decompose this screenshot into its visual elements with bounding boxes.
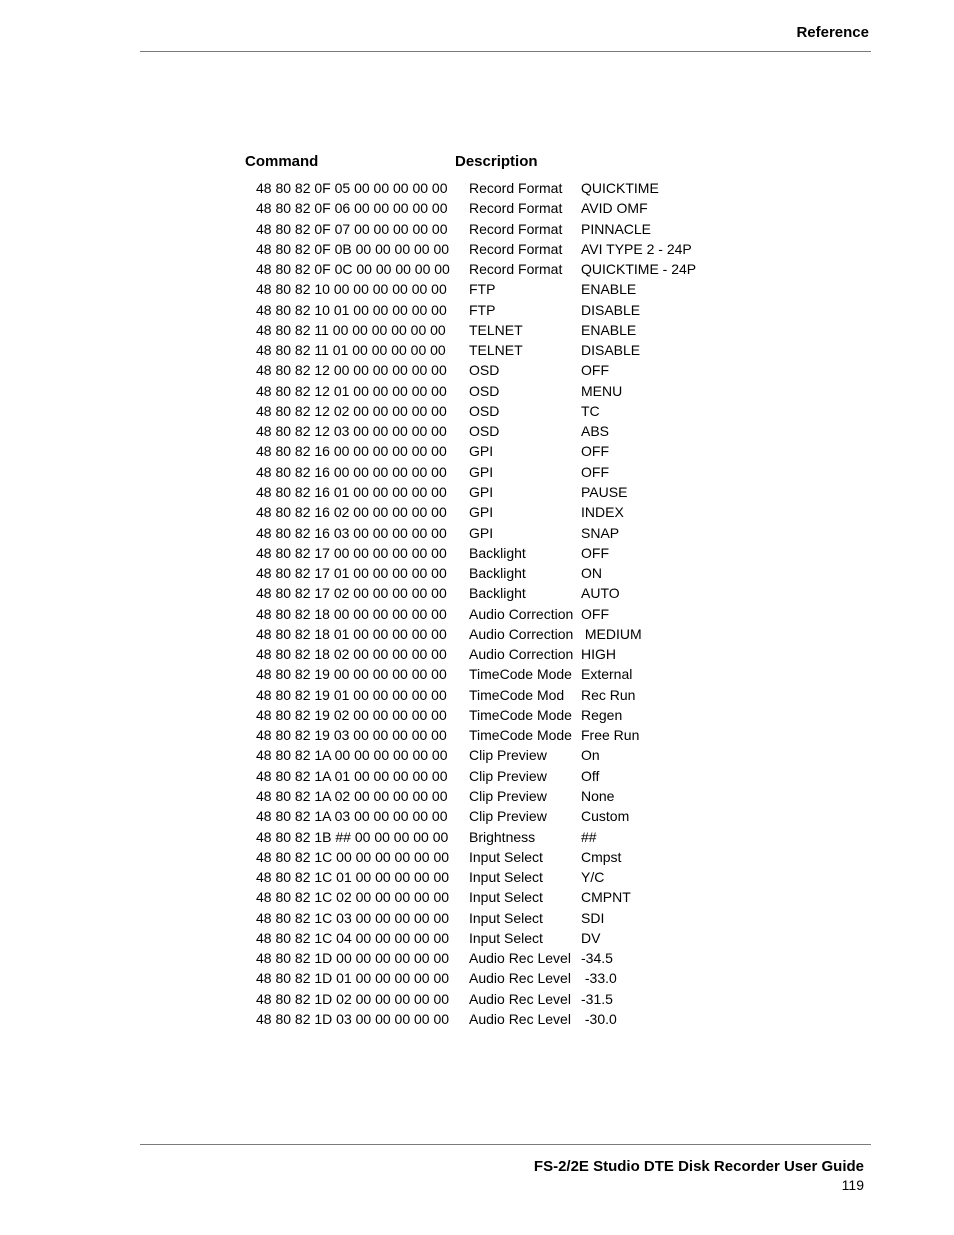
value-cell: MENU (581, 382, 623, 399)
value-cell: Rec Run (581, 686, 636, 703)
value-cell: OFF (581, 544, 609, 561)
value-cell: AVI TYPE 2 - 24P (581, 240, 692, 257)
description-cell: Audio Rec Level (469, 990, 571, 1007)
value-cell: None (581, 787, 615, 804)
value-cell: MEDIUM (581, 625, 642, 642)
value-cell: ## (581, 828, 597, 845)
value-cell: QUICKTIME - 24P (581, 261, 697, 278)
value-cell: AUTO (581, 585, 620, 602)
command-cell: 48 80 82 12 00 00 00 00 00 00 (256, 362, 447, 379)
description-cell: Record Format (469, 240, 563, 257)
description-cell: OSD (469, 382, 500, 399)
command-cell: 48 80 82 16 01 00 00 00 00 00 (256, 483, 447, 500)
description-cell: Audio Rec Level (469, 950, 571, 967)
description-cell: Audio Rec Level (469, 970, 571, 987)
description-cell: Backlight (469, 585, 526, 602)
document-title: FS-2/2E Studio DTE Disk Recorder User Guide (533, 1158, 864, 1175)
description-cell: Clip Preview (469, 747, 547, 764)
description-cell: TimeCode Mode (469, 727, 572, 744)
command-cell: 48 80 82 1D 02 00 00 00 00 00 (256, 990, 450, 1007)
description-cell: TimeCode Mod (469, 686, 565, 703)
command-cell: 48 80 82 12 01 00 00 00 00 00 (256, 382, 447, 399)
command-cell: 48 80 82 10 00 00 00 00 00 00 (256, 281, 447, 298)
command-cell: 48 80 82 0F 0C 00 00 00 00 00 (256, 261, 450, 278)
command-cell: 48 80 82 19 02 00 00 00 00 00 (256, 706, 447, 723)
value-cell: PAUSE (581, 483, 628, 500)
value-cell: On (581, 747, 600, 764)
command-cell: 48 80 82 1C 03 00 00 00 00 00 (256, 909, 450, 926)
value-cell: -34.5 (581, 950, 613, 967)
description-cell: OSD (469, 423, 500, 440)
command-cell: 48 80 82 1C 02 00 00 00 00 00 (256, 889, 450, 906)
description-cell: Backlight (469, 565, 526, 582)
description-cell: GPI (469, 483, 494, 500)
value-cell: Y/C (581, 869, 605, 886)
description-cell: GPI (469, 524, 494, 541)
command-cell: 48 80 82 16 03 00 00 00 00 00 (256, 524, 447, 541)
value-cell: ENABLE (581, 281, 637, 298)
section-title: Reference (796, 24, 869, 41)
value-cell: ENABLE (581, 321, 637, 338)
description-cell: Audio Correction (469, 625, 574, 642)
description-cell: Input Select (469, 929, 543, 946)
value-cell: OFF (581, 605, 609, 622)
value-cell: Custom (581, 808, 630, 825)
description-cell: GPI (469, 504, 494, 521)
command-cell: 48 80 82 1C 04 00 00 00 00 00 (256, 929, 450, 946)
value-cell: CMPNT (581, 889, 631, 906)
description-cell: OSD (469, 362, 500, 379)
header-divider (140, 51, 871, 52)
description-cell: Record Format (469, 220, 563, 237)
command-cell: 48 80 82 11 00 00 00 00 00 00 (256, 321, 446, 338)
command-cell: 48 80 82 0F 07 00 00 00 00 00 (256, 220, 448, 237)
description-column-header: Description (455, 153, 538, 170)
value-cell: OFF (581, 443, 609, 460)
description-cell: GPI (469, 443, 494, 460)
command-cell: 48 80 82 19 01 00 00 00 00 00 (256, 686, 447, 703)
command-cell: 48 80 82 1D 00 00 00 00 00 00 (256, 950, 450, 967)
value-cell: DV (581, 929, 601, 946)
command-cell: 48 80 82 17 02 00 00 00 00 00 (256, 585, 447, 602)
command-cell: 48 80 82 1D 01 00 00 00 00 00 (256, 970, 450, 987)
value-cell: TC (581, 402, 600, 419)
description-cell: TimeCode Mode (469, 666, 572, 683)
command-cell: 48 80 82 17 01 00 00 00 00 00 (256, 565, 447, 582)
page-number: 119 (841, 1177, 864, 1193)
value-cell: ON (581, 565, 602, 582)
description-cell: Input Select (469, 909, 543, 926)
command-cell: 48 80 82 18 02 00 00 00 00 00 (256, 646, 447, 663)
command-cell: 48 80 82 11 01 00 00 00 00 00 (256, 342, 446, 359)
command-cell: 48 80 82 0F 0B 00 00 00 00 00 (256, 240, 450, 257)
value-cell: DISABLE (581, 342, 641, 359)
description-cell: FTP (469, 281, 496, 298)
value-cell: PINNACLE (581, 220, 652, 237)
command-cell: 48 80 82 1A 03 00 00 00 00 00 (256, 808, 448, 825)
description-cell: Clip Preview (469, 787, 547, 804)
description-cell: FTP (469, 301, 496, 318)
description-cell: Input Select (469, 869, 543, 886)
value-cell: OFF (581, 362, 609, 379)
footer-divider (140, 1144, 871, 1145)
value-cell: Regen (581, 706, 623, 723)
command-cell: 48 80 82 16 00 00 00 00 00 00 (256, 463, 447, 480)
value-cell: Cmpst (581, 848, 622, 865)
command-cell: 48 80 82 16 00 00 00 00 00 00 (256, 443, 447, 460)
description-cell: TimeCode Mode (469, 706, 572, 723)
command-cell: 48 80 82 18 01 00 00 00 00 00 (256, 625, 447, 642)
command-cell: 48 80 82 1A 02 00 00 00 00 00 (256, 787, 448, 804)
description-cell: Record Format (469, 180, 563, 196)
command-cell: 48 80 82 1B ## 00 00 00 00 00 (256, 828, 449, 845)
value-cell: ABS (581, 423, 610, 440)
description-cell: Backlight (469, 544, 526, 561)
command-cell: 48 80 82 18 00 00 00 00 00 00 (256, 605, 447, 622)
value-cell: -30.0 (581, 1010, 617, 1027)
description-cell: TELNET (469, 342, 523, 359)
description-cell: Audio Correction (469, 646, 574, 663)
description-cell: OSD (469, 402, 500, 419)
command-cell: 48 80 82 1C 01 00 00 00 00 00 (256, 869, 450, 886)
value-cell: External (581, 666, 633, 683)
command-cell: 48 80 82 0F 05 00 00 00 00 00 (256, 180, 448, 196)
command-cell: 48 80 82 17 00 00 00 00 00 00 (256, 544, 447, 561)
command-cell: 48 80 82 1A 01 00 00 00 00 00 (256, 767, 448, 784)
value-cell: Free Run (581, 727, 640, 744)
command-cell: 48 80 82 1D 03 00 00 00 00 00 (256, 1010, 450, 1027)
value-cell: QUICKTIME (581, 180, 659, 196)
description-cell: Input Select (469, 889, 543, 906)
command-cell: 48 80 82 12 03 00 00 00 00 00 (256, 423, 447, 440)
description-cell: Brightness (469, 828, 536, 845)
command-cell: 48 80 82 12 02 00 00 00 00 00 (256, 402, 447, 419)
description-cell: Input Select (469, 848, 543, 865)
description-cell: Audio Rec Level (469, 1010, 571, 1027)
description-cell: Clip Preview (469, 767, 547, 784)
command-cell: 48 80 82 19 00 00 00 00 00 00 (256, 666, 447, 683)
value-cell: INDEX (581, 504, 624, 521)
description-cell: TELNET (469, 321, 523, 338)
command-cell: 48 80 82 16 02 00 00 00 00 00 (256, 504, 447, 521)
value-cell: SDI (581, 909, 605, 926)
value-cell: AVID OMF (581, 200, 648, 217)
description-cell: Clip Preview (469, 808, 547, 825)
command-cell: 48 80 82 0F 06 00 00 00 00 00 (256, 200, 448, 217)
description-cell: Audio Correction (469, 605, 574, 622)
description-cell: GPI (469, 463, 494, 480)
value-cell: -33.0 (581, 970, 617, 987)
description-cell: Record Format (469, 200, 563, 217)
value-cell: Off (581, 767, 600, 784)
value-cell: OFF (581, 463, 609, 480)
value-cell: SNAP (581, 524, 620, 541)
command-cell: 48 80 82 10 01 00 00 00 00 00 (256, 301, 447, 318)
command-cell: 48 80 82 1A 00 00 00 00 00 00 (256, 747, 448, 764)
value-cell: HIGH (581, 646, 616, 663)
value-cell: DISABLE (581, 301, 641, 318)
description-cell: Record Format (469, 261, 563, 278)
command-cell: 48 80 82 1C 00 00 00 00 00 00 (256, 848, 450, 865)
command-column-header: Command (245, 153, 319, 170)
command-cell: 48 80 82 19 03 00 00 00 00 00 (256, 727, 447, 744)
value-cell: -31.5 (581, 990, 613, 1007)
